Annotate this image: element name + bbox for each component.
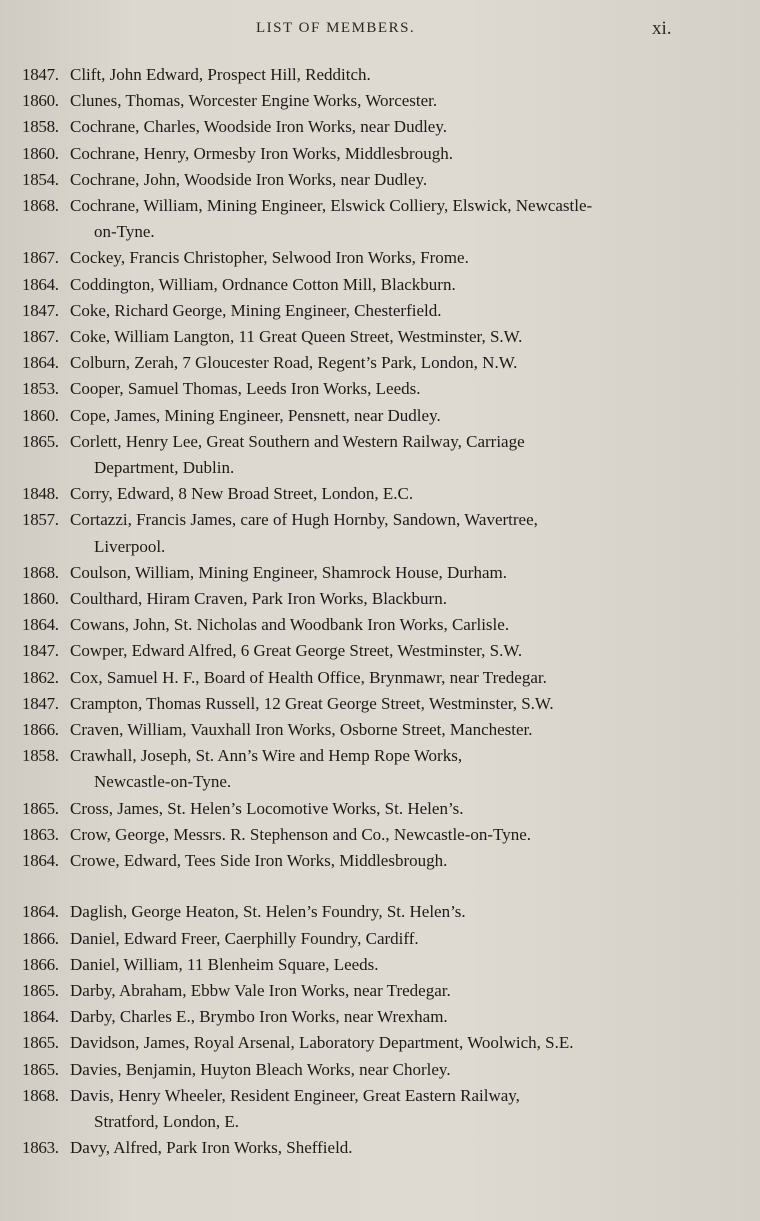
member-details: [70, 429, 712, 481]
member-line: Daniel, Edward Freer, Caerphilly Foundry, Cardiff.: [70, 928, 419, 948]
member-details: [70, 350, 712, 376]
member-line: Colburn, Zerah, 7 Gloucester Road, Regent’s Park, London, N.W.: [70, 353, 518, 373]
election-year: 1867.: [22, 248, 59, 268]
member-line: Coulthard, Hiram Craven, Park Iron Works, Blackburn.: [70, 589, 447, 609]
member-entry: [22, 796, 712, 822]
member-continuation-line: on-Tyne.: [94, 222, 155, 242]
election-year: 1847.: [22, 693, 59, 713]
member-line: Cochrane, Henry, Ormesby Iron Works, Middlesbrough.: [70, 143, 453, 163]
member-details: [70, 1030, 712, 1056]
member-entry: [22, 1135, 712, 1161]
member-entry: [22, 1030, 712, 1056]
election-year: 1847.: [22, 65, 59, 84]
member-details: [70, 796, 712, 822]
member-entry: [22, 586, 712, 612]
election-year: 1860.: [22, 589, 59, 609]
member-entry: [22, 717, 712, 743]
member-continuation-line: Liverpool.: [94, 536, 166, 556]
member-details: [70, 298, 712, 324]
member-line: Darby, Charles E., Brymbo Iron Works, near Wrexham.: [70, 1007, 448, 1027]
member-details: [70, 822, 712, 848]
member-line: Crampton, Thomas Russell, 12 Great George Street, Westminster, S.W.: [70, 693, 554, 713]
member-details: [70, 926, 712, 952]
member-entry: [22, 952, 712, 978]
member-continuation-line: Newcastle-on-Tyne.: [94, 772, 232, 792]
member-details: [70, 245, 712, 271]
member-line: Cochrane, John, Woodside Iron Works, near Dudley.: [70, 169, 428, 189]
member-details: [70, 141, 712, 167]
member-group: [22, 62, 712, 874]
member-line: Corry, Edward, 8 New Broad Street, London, E.C.: [70, 484, 414, 504]
member-details: [70, 507, 712, 559]
election-year: 1848.: [22, 484, 59, 504]
election-year: 1864.: [22, 615, 59, 635]
election-year: 1864.: [22, 851, 59, 871]
member-entry: [22, 926, 712, 952]
member-line: Cox, Samuel H. F., Board of Health Office, Brynmawr, near Tredegar.: [70, 667, 547, 687]
member-line: Cowans, John, St. Nicholas and Woodbank Iron Works, Carlisle.: [70, 615, 510, 635]
member-entry: [22, 665, 712, 691]
member-line: Clift, John Edward, Prospect Hill, Redditch.: [70, 65, 371, 84]
member-line: Davis, Henry Wheeler, Resident Engineer, Great Eastern Railway,: [70, 1085, 520, 1105]
member-line: Cochrane, Charles, Woodside Iron Works, near Dudley.: [70, 117, 447, 137]
election-year: 1864.: [22, 274, 59, 294]
election-year: 1858.: [22, 746, 59, 766]
election-year: 1868.: [22, 1085, 59, 1105]
member-details: [70, 848, 712, 874]
member-line: Davies, Benjamin, Huyton Bleach Works, near Chorley.: [70, 1059, 451, 1079]
member-details: [70, 88, 712, 114]
election-year: 1864.: [22, 353, 59, 373]
member-details: [70, 1135, 712, 1161]
election-year: 1862.: [22, 667, 59, 687]
member-line: Crow, George, Messrs. R. Stephenson and Co., Newcastle-on-Tyne.: [70, 824, 532, 844]
member-details: [70, 481, 712, 507]
election-year: 1864.: [22, 902, 59, 922]
member-entry: [22, 691, 712, 717]
member-details: [70, 403, 712, 429]
member-entry: [22, 978, 712, 1004]
member-details: [70, 717, 712, 743]
election-year: 1858.: [22, 117, 59, 137]
member-entry: [22, 88, 712, 114]
member-details: [70, 638, 712, 664]
member-entry: [22, 743, 712, 795]
election-year: 1853.: [22, 379, 59, 399]
member-entry: [22, 1083, 712, 1135]
election-year: 1868.: [22, 196, 59, 216]
member-entry: [22, 324, 712, 350]
member-entry: [22, 848, 712, 874]
election-year: 1865.: [22, 1033, 59, 1053]
member-line: Cowper, Edward Alfred, 6 Great George Street, Westminster, S.W.: [70, 641, 523, 661]
member-entry: [22, 245, 712, 271]
member-details: [70, 272, 712, 298]
member-details: [70, 899, 712, 925]
election-year: 1865.: [22, 1059, 59, 1079]
member-line: Coke, William Langton, 11 Great Queen Street, Westminster, S.W.: [70, 327, 523, 347]
member-entry: [22, 298, 712, 324]
member-line: Craven, William, Vauxhall Iron Works, Osborne Street, Manchester.: [70, 720, 533, 740]
member-entry: [22, 193, 712, 245]
member-entry: [22, 1004, 712, 1030]
election-year: 1863.: [22, 824, 59, 844]
member-line: Darby, Abraham, Ebbw Vale Iron Works, near Tredegar.: [70, 980, 451, 1000]
member-details: [70, 62, 712, 88]
member-entry: [22, 272, 712, 298]
member-entry: [22, 376, 712, 402]
member-line: Crowe, Edward, Tees Side Iron Works, Middlesbrough.: [70, 851, 448, 871]
member-entry: [22, 560, 712, 586]
election-year: 1864.: [22, 1007, 59, 1027]
election-year: 1865.: [22, 431, 59, 451]
election-year: 1865.: [22, 798, 59, 818]
member-details: [70, 167, 712, 193]
member-entry: [22, 899, 712, 925]
election-year: 1860.: [22, 91, 59, 111]
member-entry: [22, 114, 712, 140]
election-year: 1866.: [22, 928, 59, 948]
member-details: [70, 1057, 712, 1083]
member-details: [70, 114, 712, 140]
election-year: 1866.: [22, 720, 59, 740]
election-year: 1867.: [22, 327, 59, 347]
member-list: [22, 62, 712, 1161]
member-entry: [22, 481, 712, 507]
member-entry: [22, 167, 712, 193]
member-entry: [22, 350, 712, 376]
section-gap: [22, 874, 712, 899]
member-entry: [22, 638, 712, 664]
member-entry: [22, 1057, 712, 1083]
member-details: [70, 952, 712, 978]
member-continuation-line: Stratford, London, E.: [94, 1111, 239, 1131]
member-entry: [22, 822, 712, 848]
member-details: [70, 691, 712, 717]
member-line: Cortazzi, Francis James, care of Hugh Hornby, Sandown, Wavertree,: [70, 510, 538, 530]
member-details: [70, 1083, 712, 1135]
member-line: Cope, James, Mining Engineer, Pensnett, near Dudley.: [70, 405, 441, 425]
election-year: 1847.: [22, 641, 59, 661]
member-line: Clunes, Thomas, Worcester Engine Works, Worcester.: [70, 91, 438, 111]
member-details: [70, 376, 712, 402]
member-details: [70, 978, 712, 1004]
running-title: LIST OF MEMBERS.: [256, 20, 416, 36]
member-details: [70, 612, 712, 638]
member-line: Coulson, William, Mining Engineer, Shamrock House, Durham.: [70, 562, 507, 582]
member-details: [70, 665, 712, 691]
member-line: Coddington, William, Ordnance Cotton Mill, Blackburn.: [70, 274, 456, 294]
member-line: Cooper, Samuel Thomas, Leeds Iron Works, Leeds.: [70, 379, 421, 399]
page-number: xi.: [652, 18, 672, 39]
member-entry: [22, 403, 712, 429]
member-entry: [22, 507, 712, 559]
member-entry: [22, 429, 712, 481]
election-year: 1854.: [22, 169, 59, 189]
member-line: Daglish, George Heaton, St. Helen’s Foundry, St. Helen’s.: [70, 902, 466, 922]
member-details: [70, 193, 712, 245]
member-line: Davy, Alfred, Park Iron Works, Sheffield.: [70, 1138, 353, 1158]
member-line: Daniel, William, 11 Blenheim Square, Leeds.: [70, 954, 379, 974]
election-year: 1863.: [22, 1138, 59, 1158]
election-year: 1860.: [22, 143, 59, 163]
page-header: [0, 20, 760, 44]
member-group: [22, 899, 712, 1161]
member-details: [70, 586, 712, 612]
member-line: Davidson, James, Royal Arsenal, Laboratory Department, Woolwich, S.E.: [70, 1033, 574, 1053]
member-line: Corlett, Henry Lee, Great Southern and Western Railway, Carriage: [70, 431, 525, 451]
member-details: [70, 1004, 712, 1030]
election-year: 1865.: [22, 980, 59, 1000]
member-line: Cockey, Francis Christopher, Selwood Iron Works, Frome.: [70, 248, 469, 268]
member-line: Cross, James, St. Helen’s Locomotive Works, St. Helen’s.: [70, 798, 464, 818]
member-details: [70, 324, 712, 350]
election-year: 1868.: [22, 562, 59, 582]
election-year: 1860.: [22, 405, 59, 425]
member-entry: [22, 612, 712, 638]
member-details: [70, 743, 712, 795]
member-line: Cochrane, William, Mining Engineer, Elswick Colliery, Elswick, Newcastle-: [70, 196, 593, 216]
member-continuation-line: Department, Dublin.: [94, 458, 235, 478]
member-line: Coke, Richard George, Mining Engineer, Chesterfield.: [70, 300, 442, 320]
election-year: 1866.: [22, 954, 59, 974]
member-entry: [22, 62, 712, 88]
member-entry: [22, 141, 712, 167]
member-line: Crawhall, Joseph, St. Ann’s Wire and Hemp Rope Works,: [70, 746, 463, 766]
member-details: [70, 560, 712, 586]
election-year: 1847.: [22, 300, 59, 320]
election-year: 1857.: [22, 510, 59, 530]
